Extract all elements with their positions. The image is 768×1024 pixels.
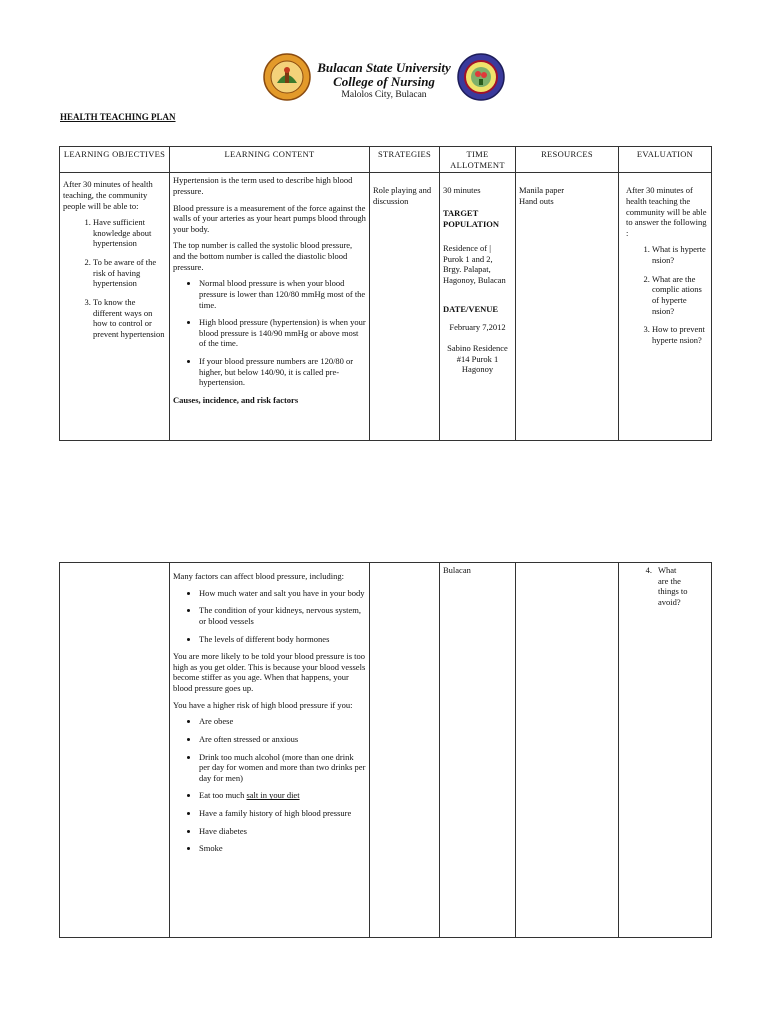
list-item: 2. To be aware of the risk of having hypertension: [93, 257, 166, 289]
bp-range-list: [173, 278, 366, 388]
list-item: • Are obese: [199, 716, 366, 727]
factors-list: [173, 588, 366, 645]
objectives-cell: [60, 173, 170, 441]
document-title: HEALTH TEACHING PLAN: [60, 112, 176, 122]
list-item: • Smoke: [199, 843, 366, 854]
column-header: RESOURCES: [516, 147, 619, 173]
column-header: STRATEGIES: [370, 147, 440, 173]
list-item: • Drink too much alcohol (more than one drink per day for women and more than two drinks per day for men): [199, 752, 366, 784]
objectives-cell: [60, 563, 170, 938]
list-item: • Have diabetes: [199, 826, 366, 837]
resources-cell: [516, 173, 619, 441]
list-item: • High blood pressure (hypertension) is when your blood pressure is 140/90 mmHg or above most of the time.: [199, 317, 366, 349]
list-item: 1. Have sufficient knowledge about hypertension: [93, 217, 166, 249]
content-paragraph: You are more likely to be told your blood pressure is too high as you get older. This is because your blood vessels become stiffer as you age. When that happens, your blood pressure goes up.: [173, 651, 366, 693]
venue-continued: Bulacan: [443, 565, 471, 575]
content-paragraph: Hypertension is the term used to describe high blood pressure.: [173, 175, 353, 196]
health-teaching-plan-table: [59, 146, 712, 441]
resources-cell: [516, 563, 619, 938]
risk-factors-list: [173, 716, 366, 854]
list-item: • Normal blood pressure is when your blood pressure is lower than 120/80 mmHg most of the time.: [199, 278, 366, 310]
list-item: • The levels of different body hormones: [199, 634, 366, 645]
date-value: February 7,2012: [449, 322, 506, 333]
list-item: • If your blood pressure numbers are 120/80 or higher, but below 140/90, it is called pre-hypertension.: [199, 356, 366, 388]
list-item: 2. What are the complic ations of hyperte nsion?: [652, 274, 708, 317]
time-cell: [440, 173, 516, 441]
content-cell: [170, 563, 370, 938]
section-heading: Causes, incidence, and risk factors: [173, 394, 299, 405]
salt-in-diet-link[interactable]: salt in your diet: [246, 790, 300, 801]
university-name: Bulacan State University: [317, 60, 451, 75]
content-cell: [170, 173, 370, 441]
list-item: [199, 790, 366, 801]
objectives-list: [63, 217, 166, 339]
list-item: 3. To know the different ways on how to control or prevent hypertension: [93, 297, 166, 340]
list-item: • Have a family history of high blood pressure: [199, 808, 366, 819]
column-header: TIME ALLOTMENT: [440, 147, 516, 173]
eval-item-text: What are the things to avoid?: [658, 565, 688, 607]
salt-prefix: Eat too much: [199, 790, 247, 801]
university-location: Malolos City, Bulacan: [341, 90, 427, 100]
strategies-text: Role playing and discussion: [373, 185, 432, 206]
table-row: [60, 173, 712, 441]
content-paragraph: The top number is called the systolic blood pressure, and the bottom number is called the diastolic blood pressure.: [173, 240, 353, 272]
table-row: [60, 563, 712, 938]
target-population-value: Residence of | Purok 1 and 2, Brgy. Palapat, Hagonoy, Bulacan: [443, 243, 506, 285]
date-venue-label: DATE/VENUE: [443, 303, 499, 314]
strategies-cell: [370, 563, 440, 938]
content-paragraph: Many factors can affect blood pressure, including:: [173, 571, 344, 581]
content-paragraph: Blood pressure is a measurement of the force against the walls of your arteries as your heart pumps blood through your body.: [173, 202, 366, 234]
target-population-label: TARGET POPULATION: [443, 207, 500, 229]
evaluation-intro: After 30 minutes of health teaching the community will be able to answer the following :: [626, 185, 707, 238]
evaluation-cell: [619, 563, 712, 938]
time-cell: [440, 563, 516, 938]
column-header: LEARNING CONTENT: [170, 147, 370, 173]
column-header: EVALUATION: [619, 147, 712, 173]
eval-item-number: 4.: [645, 565, 652, 575]
list-item: 3. How to prevent hyperte nsion?: [652, 324, 708, 345]
venue-value: Sabino Residence #14 Purok 1 Hagonoy: [447, 342, 508, 375]
objectives-intro: After 30 minutes of health teaching, the community people will be able to:: [63, 179, 153, 211]
list-item: • Are often stressed or anxious: [199, 734, 366, 745]
list-item: 1. What is hyperte nsion?: [652, 244, 708, 265]
table-header-row: [60, 147, 712, 173]
column-header: LEARNING OBJECTIVES: [60, 147, 170, 173]
evaluation-list: [622, 244, 708, 345]
list-item: • How much water and salt you have in your body: [199, 588, 366, 599]
strategies-cell: [370, 173, 440, 441]
time-text: 30 minutes: [443, 185, 481, 196]
list-item: • The condition of your kidneys, nervous system, or blood vessels: [199, 605, 366, 626]
evaluation-cell: [619, 173, 712, 441]
college-name: College of Nursing: [333, 74, 435, 89]
health-teaching-plan-table-continued: [59, 562, 712, 938]
resources-text: Manila paper Hand outs: [519, 185, 565, 206]
content-paragraph: You have a higher risk of high blood pressure if you:: [173, 699, 353, 710]
